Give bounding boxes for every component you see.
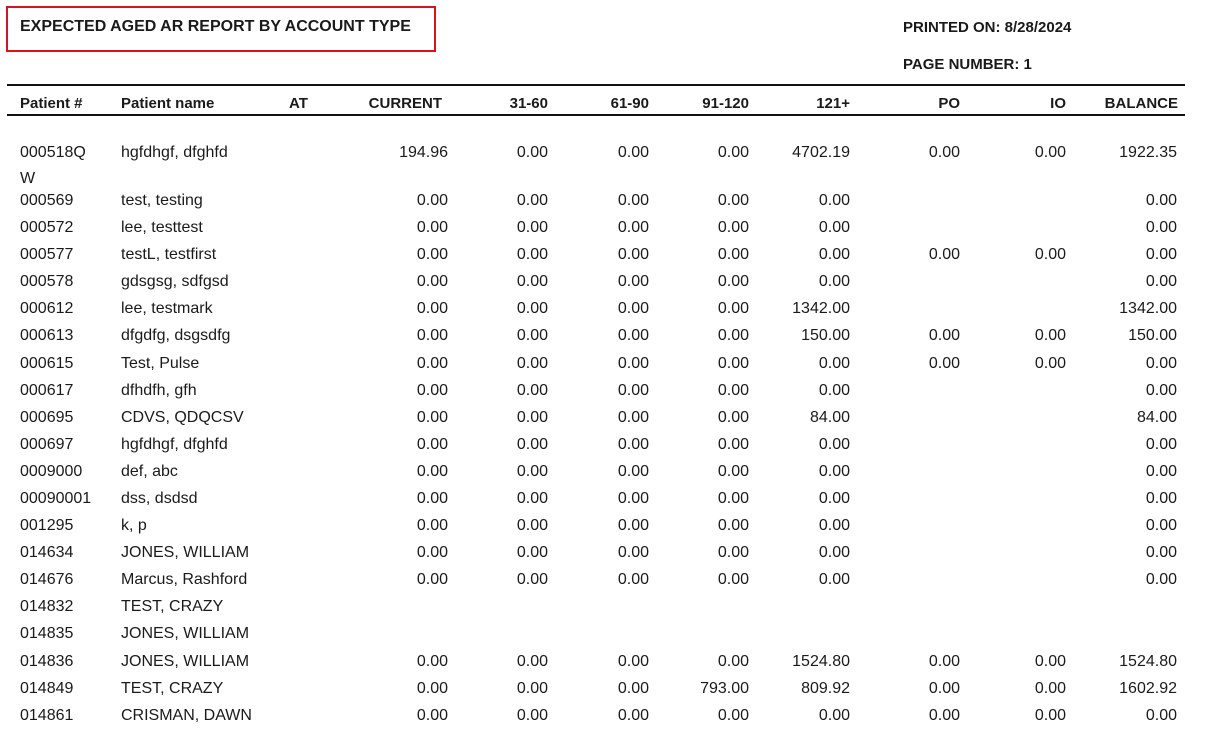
balance-cell: 0.00 bbox=[1145, 544, 1177, 561]
balance-cell: 0.00 bbox=[1145, 192, 1177, 209]
balance-cell: 0.00 bbox=[1145, 707, 1177, 724]
d91-cell: 0.00 bbox=[717, 463, 749, 480]
d31-cell: 0.00 bbox=[516, 680, 548, 697]
d61-cell: 0.00 bbox=[617, 653, 649, 670]
d91-cell: 0.00 bbox=[717, 707, 749, 724]
patient-name-cell: lee, testtest bbox=[121, 219, 203, 236]
column-header-61-90: 61-90 bbox=[610, 95, 649, 112]
d121-cell: 0.00 bbox=[818, 463, 850, 480]
patient-number-cell: 000615 bbox=[20, 355, 74, 372]
d91-cell: 0.00 bbox=[717, 571, 749, 588]
d91-cell: 0.00 bbox=[717, 273, 749, 290]
d61-cell: 0.00 bbox=[617, 409, 649, 426]
po-cell: 0.00 bbox=[928, 680, 960, 697]
balance-cell: 0.00 bbox=[1145, 571, 1177, 588]
patient-name-cell: k, p bbox=[121, 517, 147, 534]
current-cell: 0.00 bbox=[416, 192, 448, 209]
io-cell: 0.00 bbox=[1034, 680, 1066, 697]
po-cell: 0.00 bbox=[928, 653, 960, 670]
column-header-current: CURRENT bbox=[368, 95, 442, 112]
po-cell: 0.00 bbox=[928, 355, 960, 372]
header-top-rule bbox=[7, 84, 1185, 86]
d91-cell: 0.00 bbox=[717, 355, 749, 372]
po-cell: 0.00 bbox=[928, 144, 960, 161]
d121-cell: 809.92 bbox=[801, 680, 850, 697]
balance-cell: 0.00 bbox=[1145, 517, 1177, 534]
patient-name-cell: Marcus, Rashford bbox=[121, 571, 248, 588]
patient-name-cell: JONES, WILLIAM bbox=[121, 544, 250, 561]
d61-cell: 0.00 bbox=[617, 355, 649, 372]
patient-number-cell: 014861 bbox=[20, 707, 74, 724]
balance-cell: 0.00 bbox=[1145, 463, 1177, 480]
io-cell: 0.00 bbox=[1034, 246, 1066, 263]
d31-cell: 0.00 bbox=[516, 219, 548, 236]
patient-number-cell: 000613 bbox=[20, 327, 74, 344]
d121-cell: 0.00 bbox=[818, 219, 850, 236]
patient-number-cell-wrap: W bbox=[20, 170, 36, 187]
d31-cell: 0.00 bbox=[516, 653, 548, 670]
patient-number-cell: 014634 bbox=[20, 544, 74, 561]
d91-cell: 0.00 bbox=[717, 219, 749, 236]
d31-cell: 0.00 bbox=[516, 571, 548, 588]
patient-name-cell: JONES, WILLIAM bbox=[121, 625, 250, 642]
d61-cell: 0.00 bbox=[617, 544, 649, 561]
current-cell: 194.96 bbox=[399, 144, 448, 161]
d31-cell: 0.00 bbox=[516, 490, 548, 507]
balance-cell: 150.00 bbox=[1128, 327, 1177, 344]
d31-cell: 0.00 bbox=[516, 144, 548, 161]
d121-cell: 0.00 bbox=[818, 246, 850, 263]
d31-cell: 0.00 bbox=[516, 707, 548, 724]
d121-cell: 0.00 bbox=[818, 273, 850, 290]
d31-cell: 0.00 bbox=[516, 382, 548, 399]
current-cell: 0.00 bbox=[416, 409, 448, 426]
column-header-po: PO bbox=[938, 95, 960, 112]
patient-number-cell: 000577 bbox=[20, 246, 74, 263]
column-header-91-120: 91-120 bbox=[702, 95, 749, 112]
d61-cell: 0.00 bbox=[617, 192, 649, 209]
patient-name-cell: def, abc bbox=[121, 463, 178, 480]
patient-name-cell: gdsgsg, sdfgsd bbox=[121, 273, 229, 290]
d91-cell: 793.00 bbox=[700, 680, 749, 697]
patient-name-cell: CRISMAN, DAWN bbox=[121, 707, 252, 724]
d61-cell: 0.00 bbox=[617, 490, 649, 507]
d31-cell: 0.00 bbox=[516, 300, 548, 317]
d121-cell: 150.00 bbox=[801, 327, 850, 344]
d61-cell: 0.00 bbox=[617, 144, 649, 161]
d31-cell: 0.00 bbox=[516, 273, 548, 290]
patient-number-cell: 001295 bbox=[20, 517, 74, 534]
io-cell: 0.00 bbox=[1034, 653, 1066, 670]
patient-number-cell: 014849 bbox=[20, 680, 74, 697]
patient-number-cell: 000695 bbox=[20, 409, 74, 426]
d91-cell: 0.00 bbox=[717, 653, 749, 670]
d91-cell: 0.00 bbox=[717, 436, 749, 453]
d91-cell: 0.00 bbox=[717, 300, 749, 317]
patient-name-cell: hgfdhgf, dfghfd bbox=[121, 436, 228, 453]
current-cell: 0.00 bbox=[416, 436, 448, 453]
current-cell: 0.00 bbox=[416, 544, 448, 561]
d121-cell: 0.00 bbox=[818, 571, 850, 588]
balance-cell: 1602.92 bbox=[1119, 680, 1177, 697]
d61-cell: 0.00 bbox=[617, 707, 649, 724]
d121-cell: 0.00 bbox=[818, 517, 850, 534]
patient-name-cell: lee, testmark bbox=[121, 300, 213, 317]
d91-cell: 0.00 bbox=[717, 382, 749, 399]
patient-number-cell: 000578 bbox=[20, 273, 74, 290]
patient-name-cell: testL, testfirst bbox=[121, 246, 217, 263]
patient-name-cell: test, testing bbox=[121, 192, 203, 209]
balance-cell: 1524.80 bbox=[1119, 653, 1177, 670]
current-cell: 0.00 bbox=[416, 219, 448, 236]
d31-cell: 0.00 bbox=[516, 463, 548, 480]
report-title: EXPECTED AGED AR REPORT BY ACCOUNT TYPE bbox=[20, 18, 411, 35]
d31-cell: 0.00 bbox=[516, 192, 548, 209]
current-cell: 0.00 bbox=[416, 355, 448, 372]
current-cell: 0.00 bbox=[416, 327, 448, 344]
column-header-121: 121+ bbox=[816, 95, 850, 112]
d121-cell: 4702.19 bbox=[792, 144, 850, 161]
balance-cell: 0.00 bbox=[1145, 490, 1177, 507]
d61-cell: 0.00 bbox=[617, 246, 649, 263]
printed-on: PRINTED ON: 8/28/2024 bbox=[903, 19, 1072, 36]
patient-number-cell: 014835 bbox=[20, 625, 74, 642]
d61-cell: 0.00 bbox=[617, 463, 649, 480]
current-cell: 0.00 bbox=[416, 707, 448, 724]
d121-cell: 1342.00 bbox=[792, 300, 850, 317]
column-header-patient-name: Patient name bbox=[121, 95, 215, 112]
patient-number-cell: 014832 bbox=[20, 598, 74, 615]
column-header-31-60: 31-60 bbox=[509, 95, 548, 112]
current-cell: 0.00 bbox=[416, 382, 448, 399]
patient-number-cell: 014836 bbox=[20, 653, 74, 670]
current-cell: 0.00 bbox=[416, 490, 448, 507]
d121-cell: 0.00 bbox=[818, 544, 850, 561]
po-cell: 0.00 bbox=[928, 327, 960, 344]
io-cell: 0.00 bbox=[1034, 707, 1066, 724]
d61-cell: 0.00 bbox=[617, 680, 649, 697]
balance-cell: 84.00 bbox=[1136, 409, 1177, 426]
balance-cell: 0.00 bbox=[1145, 246, 1177, 263]
io-cell: 0.00 bbox=[1034, 144, 1066, 161]
patient-name-cell: dss, dsdsd bbox=[121, 490, 198, 507]
balance-cell: 1342.00 bbox=[1119, 300, 1177, 317]
d61-cell: 0.00 bbox=[617, 382, 649, 399]
current-cell: 0.00 bbox=[416, 680, 448, 697]
current-cell: 0.00 bbox=[416, 463, 448, 480]
patient-number-cell: 0009000 bbox=[20, 463, 83, 480]
patient-name-cell: JONES, WILLIAM bbox=[121, 653, 250, 670]
d61-cell: 0.00 bbox=[617, 273, 649, 290]
current-cell: 0.00 bbox=[416, 653, 448, 670]
patient-number-cell: 000617 bbox=[20, 382, 74, 399]
patient-name-cell: Test, Pulse bbox=[121, 355, 200, 372]
patient-name-cell: CDVS, QDQCSV bbox=[121, 409, 244, 426]
d121-cell: 0.00 bbox=[818, 436, 850, 453]
d121-cell: 0.00 bbox=[818, 192, 850, 209]
balance-cell: 0.00 bbox=[1145, 355, 1177, 372]
patient-number-cell: 00090001 bbox=[20, 490, 92, 507]
patient-name-cell: TEST, CRAZY bbox=[121, 680, 224, 697]
d91-cell: 0.00 bbox=[717, 327, 749, 344]
d61-cell: 0.00 bbox=[617, 300, 649, 317]
current-cell: 0.00 bbox=[416, 571, 448, 588]
d31-cell: 0.00 bbox=[516, 355, 548, 372]
io-cell: 0.00 bbox=[1034, 355, 1066, 372]
d91-cell: 0.00 bbox=[717, 490, 749, 507]
d31-cell: 0.00 bbox=[516, 517, 548, 534]
patient-number-cell: 000697 bbox=[20, 436, 74, 453]
column-header-patient: Patient # bbox=[20, 95, 83, 112]
d61-cell: 0.00 bbox=[617, 327, 649, 344]
patient-name-cell: dfhdfh, gfh bbox=[121, 382, 197, 399]
d61-cell: 0.00 bbox=[617, 571, 649, 588]
patient-name-cell: dfgdfg, dsgsdfg bbox=[121, 327, 231, 344]
d91-cell: 0.00 bbox=[717, 192, 749, 209]
d91-cell: 0.00 bbox=[717, 517, 749, 534]
d61-cell: 0.00 bbox=[617, 436, 649, 453]
d31-cell: 0.00 bbox=[516, 544, 548, 561]
current-cell: 0.00 bbox=[416, 273, 448, 290]
d121-cell: 0.00 bbox=[818, 355, 850, 372]
d31-cell: 0.00 bbox=[516, 327, 548, 344]
current-cell: 0.00 bbox=[416, 246, 448, 263]
patient-name-cell: TEST, CRAZY bbox=[121, 598, 224, 615]
d121-cell: 0.00 bbox=[818, 490, 850, 507]
balance-cell: 0.00 bbox=[1145, 382, 1177, 399]
po-cell: 0.00 bbox=[928, 246, 960, 263]
po-cell: 0.00 bbox=[928, 707, 960, 724]
balance-cell: 0.00 bbox=[1145, 436, 1177, 453]
io-cell: 0.00 bbox=[1034, 327, 1066, 344]
column-header-io: IO bbox=[1050, 95, 1066, 112]
d31-cell: 0.00 bbox=[516, 246, 548, 263]
header-bottom-rule bbox=[7, 114, 1185, 116]
balance-cell: 0.00 bbox=[1145, 219, 1177, 236]
d31-cell: 0.00 bbox=[516, 436, 548, 453]
patient-number-cell: 000518Q bbox=[20, 144, 86, 161]
current-cell: 0.00 bbox=[416, 300, 448, 317]
d91-cell: 0.00 bbox=[717, 544, 749, 561]
column-header-balance: BALANCE bbox=[1104, 95, 1178, 112]
d121-cell: 84.00 bbox=[809, 409, 850, 426]
d31-cell: 0.00 bbox=[516, 409, 548, 426]
page-number: PAGE NUMBER: 1 bbox=[903, 56, 1032, 73]
d121-cell: 0.00 bbox=[818, 707, 850, 724]
d91-cell: 0.00 bbox=[717, 409, 749, 426]
balance-cell: 1922.35 bbox=[1119, 144, 1177, 161]
patient-number-cell: 000569 bbox=[20, 192, 74, 209]
patient-number-cell: 000612 bbox=[20, 300, 74, 317]
d91-cell: 0.00 bbox=[717, 246, 749, 263]
balance-cell: 0.00 bbox=[1145, 273, 1177, 290]
patient-number-cell: 000572 bbox=[20, 219, 74, 236]
patient-name-cell: hgfdhgf, dfghfd bbox=[121, 144, 228, 161]
column-header-at: AT bbox=[289, 95, 308, 112]
d121-cell: 0.00 bbox=[818, 382, 850, 399]
d61-cell: 0.00 bbox=[617, 219, 649, 236]
d61-cell: 0.00 bbox=[617, 517, 649, 534]
current-cell: 0.00 bbox=[416, 517, 448, 534]
d91-cell: 0.00 bbox=[717, 144, 749, 161]
patient-number-cell: 014676 bbox=[20, 571, 74, 588]
d121-cell: 1524.80 bbox=[792, 653, 850, 670]
